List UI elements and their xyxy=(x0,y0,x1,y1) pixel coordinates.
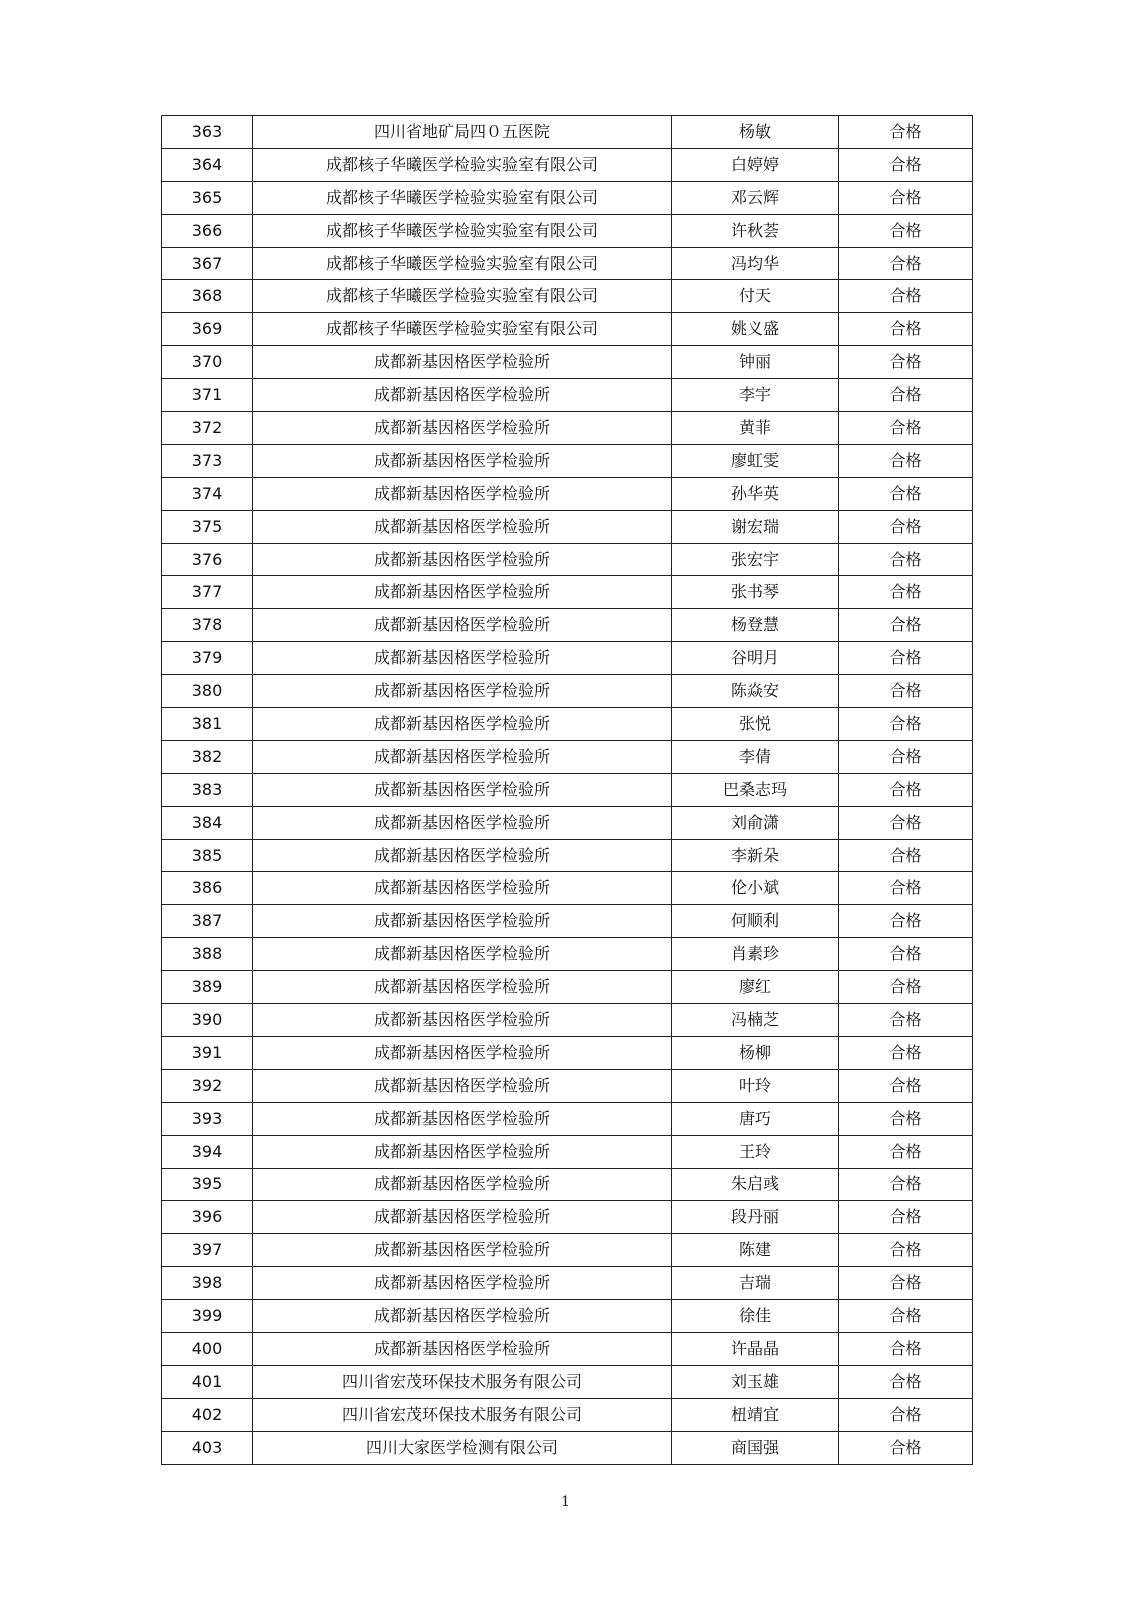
result-cell: 合格 xyxy=(839,1234,973,1267)
organization-cell: 成都新基因格医学检验所 xyxy=(253,642,672,675)
table-row xyxy=(162,477,973,510)
organization-cell: 成都新基因格医学检验所 xyxy=(253,708,672,741)
person-name-cell: 陈焱安 xyxy=(672,675,839,708)
person-name-cell: 徐佳 xyxy=(672,1300,839,1333)
table-row xyxy=(162,609,973,642)
row-number-cell: 371 xyxy=(162,379,253,412)
organization-cell: 成都新基因格医学检验所 xyxy=(253,1069,672,1102)
row-number-cell: 383 xyxy=(162,773,253,806)
result-cell: 合格 xyxy=(839,872,973,905)
result-cell: 合格 xyxy=(839,116,973,149)
organization-cell: 成都新基因格医学检验所 xyxy=(253,839,672,872)
row-number-cell: 395 xyxy=(162,1168,253,1201)
organization-cell: 成都新基因格医学检验所 xyxy=(253,675,672,708)
table-row xyxy=(162,1168,973,1201)
person-name-cell: 李宇 xyxy=(672,379,839,412)
table-row xyxy=(162,1036,973,1069)
table-row xyxy=(162,510,973,543)
row-number-cell: 382 xyxy=(162,740,253,773)
row-number-cell: 389 xyxy=(162,971,253,1004)
row-number-cell: 380 xyxy=(162,675,253,708)
person-name-cell: 叶玲 xyxy=(672,1069,839,1102)
table-row xyxy=(162,1300,973,1333)
row-number-cell: 372 xyxy=(162,412,253,445)
table-row xyxy=(162,971,973,1004)
result-cell: 合格 xyxy=(839,1300,973,1333)
organization-cell: 成都新基因格医学检验所 xyxy=(253,444,672,477)
organization-cell: 成都新基因格医学检验所 xyxy=(253,346,672,379)
organization-cell: 成都新基因格医学检验所 xyxy=(253,379,672,412)
result-cell: 合格 xyxy=(839,214,973,247)
organization-cell: 四川省宏茂环保技术服务有限公司 xyxy=(253,1365,672,1398)
result-cell: 合格 xyxy=(839,477,973,510)
row-number-cell: 388 xyxy=(162,938,253,971)
result-cell: 合格 xyxy=(839,346,973,379)
result-cell: 合格 xyxy=(839,971,973,1004)
table-row xyxy=(162,346,973,379)
result-cell: 合格 xyxy=(839,543,973,576)
organization-cell: 成都新基因格医学检验所 xyxy=(253,1300,672,1333)
person-name-cell: 冯均华 xyxy=(672,247,839,280)
table-row xyxy=(162,1004,973,1037)
person-name-cell: 巴桑志玛 xyxy=(672,773,839,806)
result-cell: 合格 xyxy=(839,675,973,708)
person-name-cell: 朱启彧 xyxy=(672,1168,839,1201)
organization-cell: 成都新基因格医学检验所 xyxy=(253,1234,672,1267)
person-name-cell: 杨敏 xyxy=(672,116,839,149)
person-name-cell: 付天 xyxy=(672,280,839,313)
person-name-cell: 许晶晶 xyxy=(672,1332,839,1365)
organization-cell: 成都新基因格医学检验所 xyxy=(253,412,672,445)
result-cell: 合格 xyxy=(839,1168,973,1201)
organization-cell: 成都核子华曦医学检验实验室有限公司 xyxy=(253,148,672,181)
row-number-cell: 381 xyxy=(162,708,253,741)
person-name-cell: 杨登慧 xyxy=(672,609,839,642)
result-cell: 合格 xyxy=(839,839,973,872)
row-number-cell: 369 xyxy=(162,313,253,346)
row-number-cell: 394 xyxy=(162,1135,253,1168)
row-number-cell: 391 xyxy=(162,1036,253,1069)
result-cell: 合格 xyxy=(839,313,973,346)
person-name-cell: 张书琴 xyxy=(672,576,839,609)
table-row xyxy=(162,181,973,214)
person-name-cell: 张悦 xyxy=(672,708,839,741)
organization-cell: 成都核子华曦医学检验实验室有限公司 xyxy=(253,313,672,346)
row-number-cell: 374 xyxy=(162,477,253,510)
result-cell: 合格 xyxy=(839,181,973,214)
table-row xyxy=(162,708,973,741)
row-number-cell: 399 xyxy=(162,1300,253,1333)
table-row xyxy=(162,905,973,938)
table-row xyxy=(162,1201,973,1234)
person-name-cell: 商国强 xyxy=(672,1431,839,1464)
result-cell: 合格 xyxy=(839,806,973,839)
person-name-cell: 李新朵 xyxy=(672,839,839,872)
organization-cell: 四川省宏茂环保技术服务有限公司 xyxy=(253,1398,672,1431)
row-number-cell: 386 xyxy=(162,872,253,905)
result-cell: 合格 xyxy=(839,708,973,741)
result-cell: 合格 xyxy=(839,938,973,971)
table-row xyxy=(162,148,973,181)
row-number-cell: 393 xyxy=(162,1102,253,1135)
table-row xyxy=(162,642,973,675)
person-name-cell: 伦小斌 xyxy=(672,872,839,905)
result-cell: 合格 xyxy=(839,1004,973,1037)
result-cell: 合格 xyxy=(839,1036,973,1069)
table-row xyxy=(162,247,973,280)
row-number-cell: 392 xyxy=(162,1069,253,1102)
row-number-cell: 375 xyxy=(162,510,253,543)
person-name-cell: 冯楠芝 xyxy=(672,1004,839,1037)
table-row xyxy=(162,576,973,609)
result-cell: 合格 xyxy=(839,609,973,642)
organization-cell: 成都新基因格医学检验所 xyxy=(253,1168,672,1201)
row-number-cell: 376 xyxy=(162,543,253,576)
row-number-cell: 379 xyxy=(162,642,253,675)
row-number-cell: 368 xyxy=(162,280,253,313)
person-name-cell: 陈建 xyxy=(672,1234,839,1267)
organization-cell: 成都新基因格医学检验所 xyxy=(253,905,672,938)
result-cell: 合格 xyxy=(839,412,973,445)
person-name-cell: 肖素珍 xyxy=(672,938,839,971)
person-name-cell: 邓云辉 xyxy=(672,181,839,214)
person-name-cell: 姚义盛 xyxy=(672,313,839,346)
person-name-cell: 谢宏瑞 xyxy=(672,510,839,543)
organization-cell: 成都新基因格医学检验所 xyxy=(253,1102,672,1135)
row-number-cell: 373 xyxy=(162,444,253,477)
row-number-cell: 385 xyxy=(162,839,253,872)
organization-cell: 成都新基因格医学检验所 xyxy=(253,576,672,609)
person-name-cell: 段丹丽 xyxy=(672,1201,839,1234)
table-row xyxy=(162,313,973,346)
organization-cell: 成都新基因格医学检验所 xyxy=(253,543,672,576)
row-number-cell: 397 xyxy=(162,1234,253,1267)
row-number-cell: 400 xyxy=(162,1332,253,1365)
person-name-cell: 李倩 xyxy=(672,740,839,773)
table-row xyxy=(162,938,973,971)
results-table-body xyxy=(162,116,973,1465)
result-cell: 合格 xyxy=(839,280,973,313)
table-row xyxy=(162,1069,973,1102)
person-name-cell: 黄菲 xyxy=(672,412,839,445)
table-row xyxy=(162,280,973,313)
organization-cell: 成都新基因格医学检验所 xyxy=(253,1004,672,1037)
table-row xyxy=(162,1234,973,1267)
row-number-cell: 366 xyxy=(162,214,253,247)
result-cell: 合格 xyxy=(839,576,973,609)
result-cell: 合格 xyxy=(839,148,973,181)
organization-cell: 成都核子华曦医学检验实验室有限公司 xyxy=(253,181,672,214)
organization-cell: 成都新基因格医学检验所 xyxy=(253,1135,672,1168)
row-number-cell: 390 xyxy=(162,1004,253,1037)
table-row xyxy=(162,543,973,576)
result-cell: 合格 xyxy=(839,740,973,773)
organization-cell: 成都新基因格医学检验所 xyxy=(253,510,672,543)
table-row xyxy=(162,839,973,872)
table-row xyxy=(162,444,973,477)
table-row xyxy=(162,872,973,905)
result-cell: 合格 xyxy=(839,1069,973,1102)
person-name-cell: 廖虹雯 xyxy=(672,444,839,477)
person-name-cell: 杨柳 xyxy=(672,1036,839,1069)
result-cell: 合格 xyxy=(839,1332,973,1365)
table-row xyxy=(162,1332,973,1365)
result-cell: 合格 xyxy=(839,1135,973,1168)
table-row xyxy=(162,379,973,412)
person-name-cell: 谷明月 xyxy=(672,642,839,675)
person-name-cell: 王玲 xyxy=(672,1135,839,1168)
row-number-cell: 378 xyxy=(162,609,253,642)
organization-cell: 成都新基因格医学检验所 xyxy=(253,938,672,971)
result-cell: 合格 xyxy=(839,642,973,675)
person-name-cell: 何顺利 xyxy=(672,905,839,938)
organization-cell: 四川省地矿局四０五医院 xyxy=(253,116,672,149)
row-number-cell: 384 xyxy=(162,806,253,839)
person-name-cell: 钟丽 xyxy=(672,346,839,379)
person-name-cell: 杻靖宜 xyxy=(672,1398,839,1431)
result-cell: 合格 xyxy=(839,247,973,280)
organization-cell: 四川大家医学检测有限公司 xyxy=(253,1431,672,1464)
organization-cell: 成都新基因格医学检验所 xyxy=(253,806,672,839)
result-cell: 合格 xyxy=(839,510,973,543)
result-cell: 合格 xyxy=(839,905,973,938)
result-cell: 合格 xyxy=(839,1398,973,1431)
table-row xyxy=(162,412,973,445)
result-cell: 合格 xyxy=(839,773,973,806)
result-cell: 合格 xyxy=(839,1201,973,1234)
table-row xyxy=(162,1267,973,1300)
organization-cell: 成都新基因格医学检验所 xyxy=(253,971,672,1004)
row-number-cell: 398 xyxy=(162,1267,253,1300)
table-row xyxy=(162,675,973,708)
organization-cell: 成都新基因格医学检验所 xyxy=(253,773,672,806)
table-row xyxy=(162,1102,973,1135)
table-row xyxy=(162,1365,973,1398)
organization-cell: 成都新基因格医学检验所 xyxy=(253,477,672,510)
row-number-cell: 364 xyxy=(162,148,253,181)
result-cell: 合格 xyxy=(839,1102,973,1135)
organization-cell: 成都新基因格医学检验所 xyxy=(253,1332,672,1365)
row-number-cell: 403 xyxy=(162,1431,253,1464)
result-cell: 合格 xyxy=(839,1365,973,1398)
organization-cell: 成都新基因格医学检验所 xyxy=(253,1201,672,1234)
organization-cell: 成都新基因格医学检验所 xyxy=(253,740,672,773)
person-name-cell: 唐巧 xyxy=(672,1102,839,1135)
organization-cell: 成都核子华曦医学检验实验室有限公司 xyxy=(253,247,672,280)
person-name-cell: 许秋荟 xyxy=(672,214,839,247)
row-number-cell: 401 xyxy=(162,1365,253,1398)
results-table xyxy=(161,115,973,1465)
result-cell: 合格 xyxy=(839,379,973,412)
row-number-cell: 387 xyxy=(162,905,253,938)
row-number-cell: 377 xyxy=(162,576,253,609)
result-cell: 合格 xyxy=(839,1267,973,1300)
organization-cell: 成都新基因格医学检验所 xyxy=(253,1036,672,1069)
organization-cell: 成都新基因格医学检验所 xyxy=(253,609,672,642)
row-number-cell: 396 xyxy=(162,1201,253,1234)
person-name-cell: 白婷婷 xyxy=(672,148,839,181)
result-cell: 合格 xyxy=(839,444,973,477)
person-name-cell: 孙华英 xyxy=(672,477,839,510)
table-row xyxy=(162,1135,973,1168)
row-number-cell: 363 xyxy=(162,116,253,149)
table-row xyxy=(162,773,973,806)
organization-cell: 成都核子华曦医学检验实验室有限公司 xyxy=(253,214,672,247)
table-row xyxy=(162,1398,973,1431)
table-row xyxy=(162,116,973,149)
person-name-cell: 张宏宇 xyxy=(672,543,839,576)
page-number: 1 xyxy=(561,1494,570,1510)
row-number-cell: 402 xyxy=(162,1398,253,1431)
table-row xyxy=(162,214,973,247)
row-number-cell: 365 xyxy=(162,181,253,214)
person-name-cell: 吉瑞 xyxy=(672,1267,839,1300)
table-row xyxy=(162,806,973,839)
row-number-cell: 367 xyxy=(162,247,253,280)
result-cell: 合格 xyxy=(839,1431,973,1464)
person-name-cell: 刘玉雄 xyxy=(672,1365,839,1398)
organization-cell: 成都新基因格医学检验所 xyxy=(253,1267,672,1300)
row-number-cell: 370 xyxy=(162,346,253,379)
organization-cell: 成都核子华曦医学检验实验室有限公司 xyxy=(253,280,672,313)
person-name-cell: 刘俞潇 xyxy=(672,806,839,839)
table-row xyxy=(162,740,973,773)
table-row xyxy=(162,1431,973,1464)
person-name-cell: 廖红 xyxy=(672,971,839,1004)
organization-cell: 成都新基因格医学检验所 xyxy=(253,872,672,905)
